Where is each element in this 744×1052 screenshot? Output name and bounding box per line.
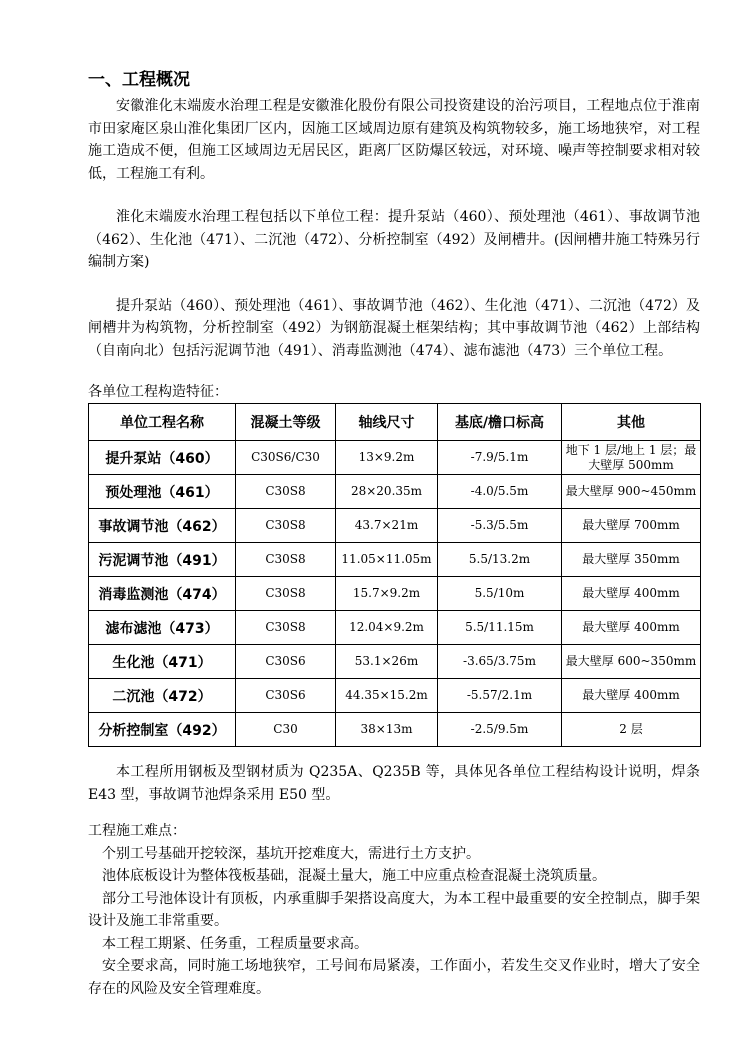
concrete-grade-cell: C30S6/C30: [236, 441, 336, 475]
list-item: 本工程工期紧、任务重，工程质量要求高。: [102, 935, 368, 952]
materials-paragraph: 本工程所用钢板及型钢材质为 Q235A、Q235B 等，具体见各单位工程结构设计说明，焊条 E43 型，事故调节池焊条采用 E50 型。: [88, 764, 700, 803]
concrete-grade-cell: C30S8: [236, 577, 336, 611]
elevation-cell: 5.5/13.2m: [438, 543, 562, 577]
other-cell: 地下 1 层/地上 1 层；最大壁厚 500mm: [562, 441, 701, 475]
elevation-cell: -5.3/5.5m: [438, 509, 562, 543]
table-row: [89, 543, 701, 577]
unit-name-cell: 生化池（471）: [89, 645, 236, 679]
unit-name-cell: 分析控制室（492）: [89, 713, 236, 747]
elevation-cell: 5.5/11.15m: [438, 611, 562, 645]
list-item: 个别工号基础开挖较深，基坑开挖难度大，需进行土方支护。: [102, 845, 480, 862]
difficulties-title: 工程施工难点：: [88, 823, 186, 839]
elevation-cell: -4.0/5.5m: [438, 475, 562, 509]
axis-size-cell: 15.7×9.2m: [336, 577, 438, 611]
unit-name-cell: 滤布滤池（473）: [89, 611, 236, 645]
axis-size-cell: 28×20.35m: [336, 475, 438, 509]
other-cell: 最大壁厚 900~450mm: [562, 475, 701, 509]
list-item: 安全要求高，同时施工场地狭窄，工号间布局紧凑，工作面小，若发生交叉作业时，增大了安全存在的风险及安全管理难度。: [88, 958, 700, 997]
other-cell: 最大壁厚 400mm: [562, 611, 701, 645]
axis-size-cell: 43.7×21m: [336, 509, 438, 543]
other-cell: 最大壁厚 600~350mm: [562, 645, 701, 679]
concrete-grade-cell: C30S8: [236, 543, 336, 577]
elevation-cell: -7.9/5.1m: [438, 441, 562, 475]
header-cell: 其他: [562, 404, 701, 441]
header-cell: 单位工程名称: [89, 404, 236, 441]
unit-name-cell: 二沉池（472）: [89, 679, 236, 713]
elevation-cell: -5.57/2.1m: [438, 679, 562, 713]
table-row: [89, 475, 701, 509]
table-row: [89, 441, 701, 475]
units-paragraph: 淮化末端废水治理工程包括以下单位工程：提升泵站（460）、预处理池（461）、事故调节池（462）、生化池（471）、二沉池（472）、分析控制室（492）及闸槽井。(因闸槽井施工特殊另行编制方案): [88, 209, 700, 270]
unit-name-cell: 消毒监测池（474）: [89, 577, 236, 611]
axis-size-cell: 53.1×26m: [336, 645, 438, 679]
axis-size-cell: 13×9.2m: [336, 441, 438, 475]
concrete-grade-cell: C30S8: [236, 475, 336, 509]
list-item: 部分工号池体设计有顶板，内承重脚手架搭设高度大，为本工程中最重要的安全控制点，脚手架设计及施工非常重要。: [88, 890, 700, 929]
table-row: [89, 645, 701, 679]
document-page: [88, 68, 700, 1000]
other-cell: 最大壁厚 400mm: [562, 679, 701, 713]
axis-size-cell: 38×13m: [336, 713, 438, 747]
header-cell: 混凝土等级: [236, 404, 336, 441]
table-row: [89, 713, 701, 747]
elevation-cell: -2.5/9.5m: [438, 713, 562, 747]
table-row: [89, 679, 701, 713]
structure-table: [88, 403, 701, 747]
concrete-grade-cell: C30S8: [236, 611, 336, 645]
concrete-grade-cell: C30S6: [236, 645, 336, 679]
other-cell: 2 层: [562, 713, 701, 747]
concrete-grade-cell: C30S6: [236, 679, 336, 713]
concrete-grade-cell: C30S8: [236, 509, 336, 543]
elevation-cell: -3.65/3.75m: [438, 645, 562, 679]
unit-name-cell: 事故调节池（462）: [89, 509, 236, 543]
unit-name-cell: 污泥调节池（491）: [89, 543, 236, 577]
structure-paragraph: 提升泵站（460）、预处理池（461）、事故调节池（462）、生化池（471）、二沉池（472）及闸槽井为构筑物，分析控制室（492）为钢筋混凝土框架结构；其中事故调节池（462）上部结构（自南向北）包括污泥调节池（491）、消毒监测池（474）、滤布滤池（473）三个单位工程。: [88, 297, 700, 359]
other-cell: 最大壁厚 350mm: [562, 543, 701, 577]
elevation-cell: 5.5/10m: [438, 577, 562, 611]
table-row: [89, 509, 701, 543]
section-title: 一、工程概况: [88, 70, 190, 90]
concrete-grade-cell: C30: [236, 713, 336, 747]
list-item: 池体底板设计为整体筏板基础，混凝土量大，施工中应重点检查混凝土浇筑质量。: [102, 868, 606, 884]
other-cell: 最大壁厚 400mm: [562, 577, 701, 611]
axis-size-cell: 11.05×11.05m: [336, 543, 438, 577]
table-header-row: [89, 404, 701, 441]
difficulties-list: [88, 843, 700, 1001]
header-cell: 轴线尺寸: [336, 404, 438, 441]
axis-size-cell: 44.35×15.2m: [336, 679, 438, 713]
header-cell: 基底/檐口标高: [438, 404, 562, 441]
table-caption: 各单位工程构造特征：: [88, 384, 228, 400]
table-row: [89, 577, 701, 611]
unit-name-cell: 提升泵站（460）: [89, 441, 236, 475]
table-row: [89, 611, 701, 645]
axis-size-cell: 12.04×9.2m: [336, 611, 438, 645]
unit-name-cell: 预处理池（461）: [89, 475, 236, 509]
overview-paragraph: 安徽淮化末端废水治理工程是安徽淮化股份有限公司投资建设的治污项目，工程地点位于淮南市田家庵区泉山淮化集团厂区内，因施工区域周边原有建筑及构筑物较多，施工场地狭窄，对工程施工造成不便，但施工区域周边无居民区，距离厂区防爆区较远，对环境、噪声等控制要求相对较低，工程施工有利。: [88, 98, 700, 182]
other-cell: 最大壁厚 700mm: [562, 509, 701, 543]
